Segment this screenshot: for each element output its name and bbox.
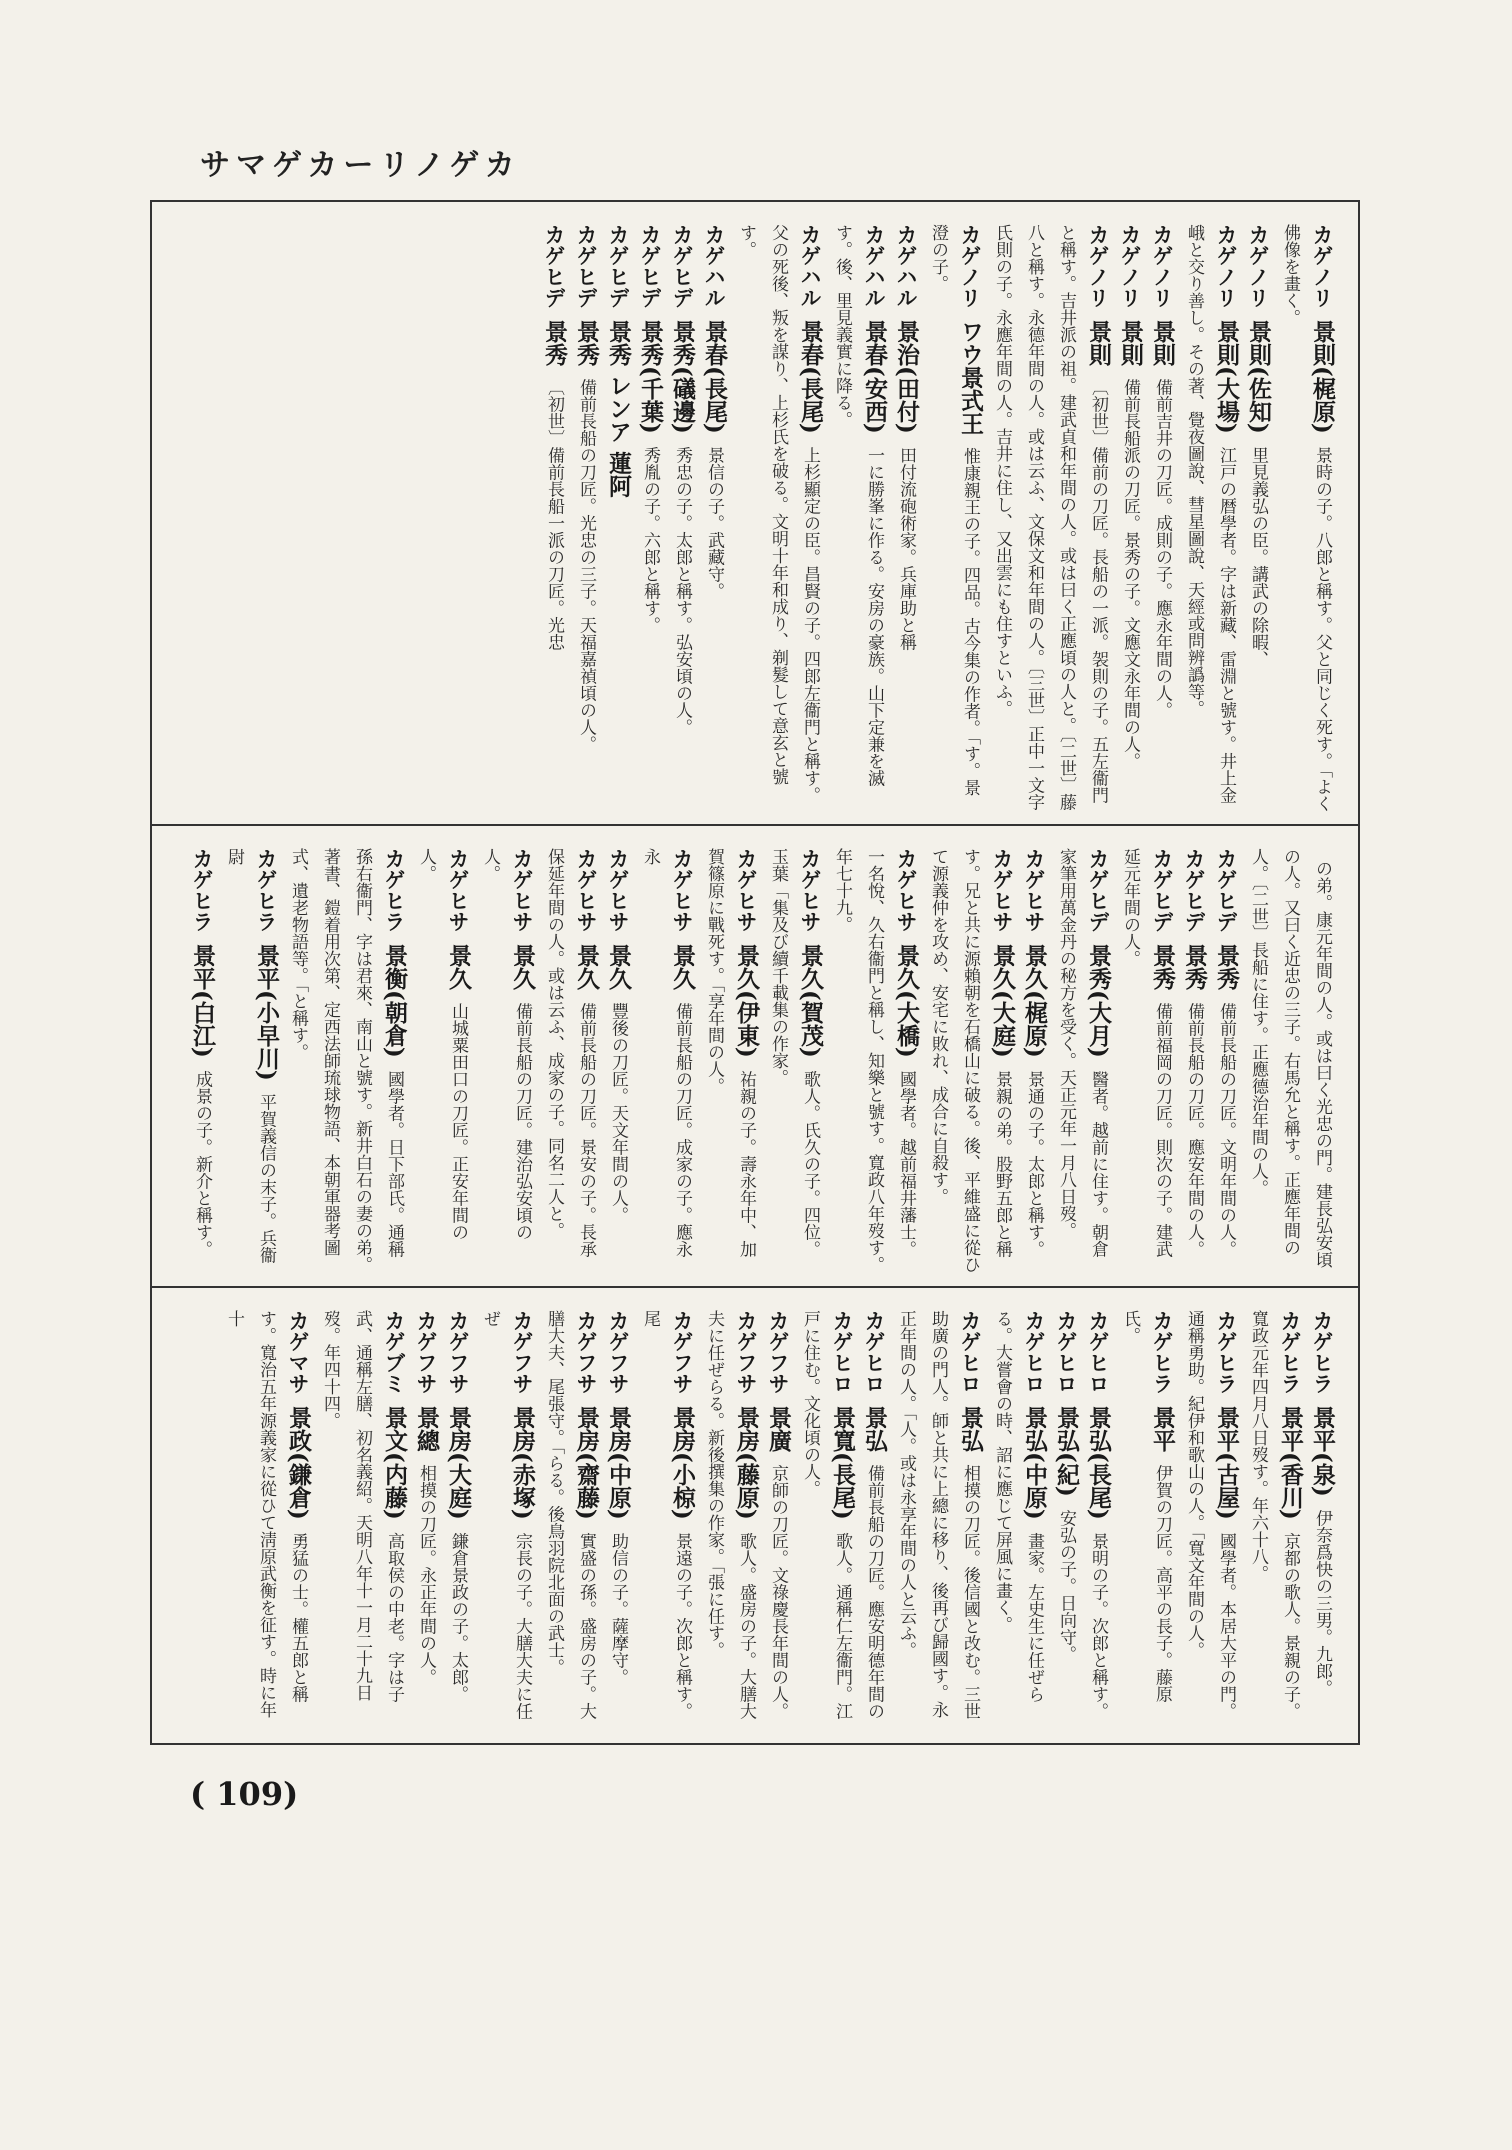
dictionary-entry bbox=[1178, 848, 1210, 1274]
entry-name: 景房(中原) bbox=[605, 1406, 632, 1521]
dictionary-entry bbox=[666, 224, 698, 812]
entry-kana: カゲヒラ bbox=[190, 848, 214, 932]
entry-name: 景平(小早川) bbox=[253, 944, 280, 1082]
dictionary-entry bbox=[314, 1310, 410, 1733]
entry-description: 山城粟田口の刀匠。正安年間の人。 bbox=[416, 848, 468, 1241]
entry-description: 高取侯の中老。字は子武、通稱左膳、初名義紹。天明八年十一月二十九日歿。年四十四。 bbox=[320, 1310, 404, 1703]
entry-name: 景房(齋藤) bbox=[573, 1406, 600, 1521]
entry-name: 景弘(中原) bbox=[1021, 1406, 1048, 1521]
entry-description: 備前長船の刀匠。應安明德年間の bbox=[864, 1464, 884, 1720]
entry-name: 景秀 bbox=[1213, 944, 1240, 991]
entry-kana: カゲノリ bbox=[958, 224, 982, 308]
entry-kana: カゲフサ bbox=[510, 1310, 534, 1394]
entry-description: 景信の子。武藏守。 bbox=[704, 446, 724, 600]
entry-name: 景治(田付) bbox=[893, 320, 920, 435]
entry-name: 景久 bbox=[509, 944, 536, 991]
entry-kana: カゲノリ bbox=[1150, 224, 1174, 308]
dictionary-entry bbox=[1242, 1310, 1306, 1733]
dictionary-entry bbox=[826, 224, 890, 812]
entry-description: 京師の刀匠。文祿慶長年間の人。 bbox=[768, 1464, 788, 1720]
entry-kana: カゲヒロ bbox=[1022, 1310, 1046, 1394]
entry-kana: カゲハル bbox=[798, 224, 822, 308]
dictionary-entry bbox=[602, 224, 634, 812]
entry-kana: カゲヒラ bbox=[1214, 1310, 1238, 1394]
dictionary-entry bbox=[698, 1310, 762, 1733]
entry-name: ワウ景式王 bbox=[957, 320, 984, 436]
entry-description: 景時の子。八郎と稱す。父と同じく死す。「よく佛像を畫く。 bbox=[1280, 224, 1332, 812]
entry-description: 京都の歌人。景親の子。寬政元年四月八日歿す。年六十八。 bbox=[1248, 1310, 1300, 1720]
entry-description: 助信の子。薩摩守。 bbox=[608, 1532, 628, 1686]
entry-description: 江戸の暦學者。字は新藏、雷淵と號す。井上金峨と交り善し。その著、覺夜圖說、彗星圖說、天經或問辨譌等。 bbox=[1184, 224, 1236, 804]
dictionary-entry bbox=[538, 224, 570, 812]
entry-name: 景久(大橋) bbox=[893, 944, 920, 1059]
dictionary-entry bbox=[762, 1310, 794, 1733]
entry-kana: カゲハル bbox=[862, 224, 886, 308]
dictionary-entry bbox=[1274, 224, 1338, 812]
entry-description: 一に勝峯に作る。安房の豪族。山下定兼を滅す。後、里見義實に降る。 bbox=[832, 224, 884, 787]
entry-description: 田付流砲術家。兵庫助と稱 bbox=[896, 446, 916, 651]
dictionary-entry bbox=[634, 1310, 698, 1733]
entry-description: 畫家。左史生に任ぜらる。大嘗會の時、詔に應じて屏風に畫く。 bbox=[992, 1310, 1044, 1703]
entry-description: 備前長船の刀匠。景安の子。長承保延年間の人。或は云ふ、成家の子。同名二人と。 bbox=[544, 848, 596, 1258]
entry-description: 實盛の孫。盛房の子。大膳大夫、尾張守。「らる。後鳥羽院北面の武士。 bbox=[544, 1310, 596, 1720]
dictionary-entry bbox=[1114, 224, 1146, 812]
entry-description: 國學者。越前福井藩士。一名悅、久右衞門と稱し、知樂と號す。寬政八年歿す。年七十九。 bbox=[832, 848, 916, 1273]
entry-description: 鎌倉景政の子。太郎。 bbox=[448, 1532, 468, 1703]
dictionary-entry bbox=[1050, 848, 1114, 1274]
section-middle bbox=[152, 824, 1358, 1284]
entry-description: 景遠の子。次郎と稱す。尾 bbox=[640, 1310, 692, 1720]
entry-description: 里見義弘の臣。講武の除暇、 bbox=[1248, 446, 1268, 668]
entry-name: 景秀 bbox=[541, 320, 568, 367]
entry-kana: カゲヒラ bbox=[1150, 1310, 1174, 1394]
entry-description: 歌人。氏久の子。四位。玉葉「集及び續千載集の作家。 bbox=[768, 848, 820, 1258]
entry-description: 景通の子。太郎と稱す。 bbox=[1024, 1070, 1044, 1258]
entry-description: 國學者。本居大平の門。通稱勇助。紀伊和歌山の人。「寬文年間の人。 bbox=[1184, 1310, 1236, 1720]
entry-description: 醫者。越前に住す。朝倉家筆用萬金丹の秘方を受く。天正元年一月八日歿。 bbox=[1056, 848, 1108, 1258]
entries-column bbox=[172, 224, 1338, 812]
entry-kana: カゲヒサ bbox=[574, 848, 598, 932]
entry-kana: カゲヒサ bbox=[606, 848, 630, 932]
entry-kana: カゲヒサ bbox=[798, 848, 822, 932]
entry-description: の弟。康元年間の人。或は曰く光忠の門。建長弘安頃の人。又曰く近忠の三子。右馬允と稱す。正應年間の人。〔二世〕長船に住す。正應德治年間の人。 bbox=[1248, 848, 1332, 1268]
entry-description: 秀胤の子。六郎と稱す。 bbox=[640, 446, 660, 634]
entry-kana: カゲノリ bbox=[1246, 224, 1270, 308]
entry-description: 備前福岡の刀匠。則次の子。建武延元年間の人。 bbox=[1120, 848, 1172, 1258]
entry-kana: カゲヒデ bbox=[1182, 848, 1206, 932]
entry-description: 平賀義信の末子。兵衞尉 bbox=[224, 848, 276, 1264]
entry-kana: カゲマサ bbox=[286, 1310, 310, 1394]
dictionary-entry bbox=[698, 848, 762, 1274]
entry-kana: カゲヒロ bbox=[830, 1310, 854, 1394]
entry-kana: カゲヒサ bbox=[670, 848, 694, 932]
entry-name: 景秀 bbox=[573, 320, 600, 367]
entry-kana: カゲフサ bbox=[606, 1310, 630, 1394]
dictionary-entry bbox=[698, 224, 730, 812]
dictionary-entry bbox=[570, 224, 602, 812]
dictionary-entry bbox=[1178, 1310, 1242, 1733]
entry-name: 景衡(朝倉) bbox=[381, 944, 408, 1059]
entry-name: 景久 bbox=[669, 944, 696, 991]
entry-kana: カゲヒサ bbox=[990, 848, 1014, 932]
entry-description: 安弘の子。日向守。 bbox=[1056, 1509, 1076, 1663]
entry-kana: カゲヒデ bbox=[1214, 848, 1238, 932]
dictionary-entry bbox=[858, 1310, 890, 1733]
entry-name: 景秀 レンア 蓮阿 bbox=[605, 320, 632, 498]
entry-name: 景平(白江) bbox=[189, 944, 216, 1059]
entry-kana: カゲヒサ bbox=[510, 848, 534, 932]
entry-kana: カゲヒデ bbox=[638, 224, 662, 308]
entry-description: 備前長船の刀匠。光忠の三子。天福嘉禎頃の人。 bbox=[576, 378, 596, 753]
entry-kana: カゲフサ bbox=[414, 1310, 438, 1394]
dictionary-entry bbox=[1146, 224, 1178, 812]
entry-description: 伊奈爲快の三男。九郎。 bbox=[1312, 1509, 1332, 1697]
entry-name: 景則 bbox=[1117, 320, 1144, 367]
dictionary-entry bbox=[538, 848, 602, 1274]
entry-name: 景則 bbox=[1085, 320, 1112, 367]
dictionary-entry bbox=[602, 848, 634, 1274]
entry-name: 景寬(長尾) bbox=[829, 1406, 856, 1521]
entry-name: 景弘(長尾) bbox=[1085, 1406, 1112, 1521]
entry-description: 伊賀の刀匠。高平の長子。藤原氏。 bbox=[1120, 1310, 1172, 1703]
entry-kana: カゲヒサ bbox=[446, 848, 470, 932]
entry-name: 景房(赤塚) bbox=[509, 1406, 536, 1521]
entry-description: 備前吉井の刀匠。成則の子。應永年間の人。 bbox=[1152, 378, 1172, 719]
entry-name: 景則(大場) bbox=[1213, 320, 1240, 435]
entry-kana: カゲヒデ bbox=[606, 224, 630, 308]
entry-kana: カゲヒロ bbox=[958, 1310, 982, 1394]
dictionary-entry bbox=[186, 848, 218, 1274]
dictionary-entry bbox=[474, 848, 538, 1274]
entry-description: 備前長船の刀匠。應安年間の人。 bbox=[1184, 1002, 1204, 1258]
entry-kana: カゲフサ bbox=[670, 1310, 694, 1394]
entry-kana: カゲヒロ bbox=[1054, 1310, 1078, 1394]
entry-kana: カゲヒラ bbox=[1278, 1310, 1302, 1394]
entry-kana: カゲヒロ bbox=[1086, 1310, 1110, 1394]
dictionary-entry bbox=[218, 1310, 314, 1733]
entry-kana: カゲノリ bbox=[1118, 224, 1142, 308]
entry-description: 相摸の刀匠。後信國と改む。三世助廣の門人。師と共に上總に移り、後再び歸國す。永正年間の人。「人。或は永享年間の人と云ふ。 bbox=[896, 1310, 980, 1720]
entry-description: 相摸の刀匠。永正年間の人。 bbox=[416, 1464, 436, 1686]
entry-kana: カゲブミ bbox=[382, 1310, 406, 1394]
entry-name: 景秀(礒邊) bbox=[669, 320, 696, 435]
entry-description: 惟康親王の子。四品。古今集の作者。「す。景澄の子。 bbox=[928, 224, 980, 797]
dictionary-entry bbox=[1242, 224, 1274, 812]
entry-kana: カゲヒデ bbox=[574, 224, 598, 308]
entry-kana: カゲヒサ bbox=[894, 848, 918, 932]
entry-kana: カゲヒデ bbox=[1086, 848, 1110, 932]
entry-kana: カゲヒデ bbox=[1150, 848, 1174, 932]
entry-kana: カゲフサ bbox=[574, 1310, 598, 1394]
entry-kana: カゲヒラ bbox=[1310, 1310, 1334, 1394]
section-top bbox=[152, 202, 1358, 822]
entry-kana: カゲヒラ bbox=[382, 848, 406, 932]
dictionary-entry bbox=[1050, 1310, 1082, 1733]
entry-name: 景秀(大月) bbox=[1085, 944, 1112, 1059]
dictionary-entry bbox=[282, 848, 410, 1274]
entry-description: 秀忠の子。太郎と稱す。弘安頃の人。 bbox=[672, 446, 692, 736]
entry-name: 景弘 bbox=[861, 1406, 888, 1453]
entry-name: 景久(梶原) bbox=[1021, 944, 1048, 1059]
entry-description: 歌人。盛房の子。大膳大夫に任ぜらる。新後撰集の作家。「張に任す。 bbox=[704, 1310, 756, 1720]
page-number: ( 109) bbox=[190, 1775, 299, 1813]
entry-description: 〔初世〕備前長船一派の刀匠。光忠 bbox=[544, 378, 564, 651]
entry-kana: カゲハル bbox=[894, 224, 918, 308]
entry-name: 景平(古屋) bbox=[1213, 1406, 1240, 1521]
entry-name: 景久 bbox=[605, 944, 632, 991]
entry-name: 景春(長尾) bbox=[701, 320, 728, 435]
dictionary-entry bbox=[1114, 848, 1178, 1274]
entries-column bbox=[172, 1310, 1338, 1733]
entry-name: 景久(賀茂) bbox=[797, 944, 824, 1059]
entry-name: 景平(泉) bbox=[1309, 1406, 1336, 1498]
entry-name: 景總 bbox=[413, 1406, 440, 1453]
dictionary-entry bbox=[730, 224, 826, 812]
entry-description: 歌人。通稱仁左衞門。江戸に住む。文化頃の人。 bbox=[800, 1310, 852, 1720]
entry-name: 景弘 bbox=[957, 1406, 984, 1453]
dictionary-entry bbox=[922, 848, 1018, 1274]
entry-kana: カゲヒラ bbox=[254, 848, 278, 932]
entry-kana: カゲヒデ bbox=[542, 224, 566, 308]
dictionary-entry bbox=[794, 1310, 858, 1733]
dictionary-entry bbox=[986, 224, 1114, 812]
entry-name: 景秀(千葉) bbox=[637, 320, 664, 435]
entry-description: 勇猛の士。權五郎と稱す。寬治五年源義家に從ひて淸原武衡を征す。時に年十 bbox=[224, 1310, 308, 1718]
entry-name: 景弘(紀) bbox=[1053, 1406, 1080, 1498]
entry-kana: カゲヒロ bbox=[862, 1310, 886, 1394]
entry-name: 景秀 bbox=[1149, 944, 1176, 991]
dictionary-entry bbox=[410, 848, 474, 1274]
dictionary-entry bbox=[1018, 848, 1050, 1274]
entry-name: 景則 bbox=[1149, 320, 1176, 367]
dictionary-entry bbox=[922, 224, 986, 812]
dictionary-entry bbox=[218, 848, 282, 1274]
entry-description: 〔初世〕備前の刀匠。長船の一派。袈則の子。五左衞門と稱す。吉井派の祖。建武貞和年間の人。或は曰く正應頃の人と。〔二世〕藤八と稱す。永德年間の人。或は云ふ、文保文和年間の人。〔三世〕正中一文字氏則の子。永應年間の人。吉井に住し、又出雲にも住すといふ。 bbox=[992, 224, 1108, 811]
entry-kana: カゲフサ bbox=[734, 1310, 758, 1394]
dictionary-entry bbox=[890, 1310, 986, 1733]
dictionary-entry bbox=[634, 848, 698, 1274]
entry-name: 景房(藤原) bbox=[733, 1406, 760, 1521]
entry-kana: カゲノリ bbox=[1214, 224, 1238, 308]
dictionary-entry bbox=[1178, 224, 1242, 812]
entry-name: 景則(佐知) bbox=[1245, 320, 1272, 435]
entry-description: 景明の子。次郎と稱す。 bbox=[1088, 1532, 1108, 1720]
entry-description: 備前長船の刀匠。文明年間の人。 bbox=[1216, 1002, 1236, 1258]
entry-description: 上杉顯定の臣。昌賢の子。四郎左衞門と稱す。父の死後、叛を謀り、上杉氏を破る。文明十年和成り、剃髮して意玄と號す。 bbox=[736, 224, 820, 804]
entry-name: 景久(伊東) bbox=[733, 944, 760, 1059]
entry-name: 景久 bbox=[573, 944, 600, 991]
dictionary-entry bbox=[602, 1310, 634, 1733]
entry-name: 景則(梶原) bbox=[1309, 320, 1336, 435]
section-bottom bbox=[152, 1286, 1358, 1743]
entry-name: 景春(安西) bbox=[861, 320, 888, 435]
entry-name: 景久(大庭) bbox=[989, 944, 1016, 1059]
dictionary-entry bbox=[634, 224, 666, 812]
entry-kana: カゲフサ bbox=[446, 1310, 470, 1394]
entry-kana: カゲノリ bbox=[1086, 224, 1110, 308]
entry-name: 景平(香川) bbox=[1277, 1406, 1304, 1521]
dictionary-entry bbox=[442, 1310, 474, 1733]
dictionary-entry bbox=[762, 848, 826, 1274]
entry-description: 景親の弟。股野五郎と稱す。兄と共に源賴朝を石橋山に破る。後、平維盛に從ひて源義仲を攻め、安宅に敗れ、成合に自殺す。 bbox=[928, 848, 1012, 1273]
entry-kana: カゲヒデ bbox=[670, 224, 694, 308]
entry-name: 景久 bbox=[445, 944, 472, 991]
entry-description: 備前長船の刀匠。成家の子。應永永 bbox=[640, 848, 692, 1258]
running-head: サマゲカーリノゲカ bbox=[200, 148, 521, 183]
dictionary-entry bbox=[1114, 1310, 1178, 1733]
dictionary-entry bbox=[1210, 848, 1242, 1274]
dictionary-entry bbox=[474, 1310, 538, 1733]
entry-kana: カゲフサ bbox=[766, 1310, 790, 1394]
entry-kana: カゲヒサ bbox=[1022, 848, 1046, 932]
entry-description: 國學者。日下部氏。通稱孫右衞門、字は君來、南山と號す。新井白石の妻の弟。著書、鎧着用次第、定西法師琉球物語、本朝軍器考圖式、遺老物語等。「と稱す。 bbox=[288, 848, 404, 1273]
dictionary-entry bbox=[1242, 848, 1338, 1274]
dictionary-entry bbox=[826, 848, 922, 1274]
page-frame bbox=[150, 200, 1360, 1745]
entry-description: 宗長の子。大膳大夫に任ぜ bbox=[480, 1310, 532, 1720]
entry-name: 景秀 bbox=[1181, 944, 1208, 991]
entry-name: 景平 bbox=[1149, 1406, 1176, 1453]
entry-name: 景春(長尾) bbox=[797, 320, 824, 435]
entries-column bbox=[172, 848, 1338, 1274]
entry-name: 景文(内藤) bbox=[381, 1406, 408, 1521]
entry-description: 豐後の刀匠。天文年間の人。 bbox=[608, 1002, 628, 1224]
entry-name: 景房(小椋) bbox=[669, 1406, 696, 1521]
entry-name: 景廣 bbox=[765, 1406, 792, 1453]
entry-description: 備前長船派の刀匠。景秀の子。文應文永年間の人。 bbox=[1120, 378, 1140, 770]
dictionary-entry bbox=[890, 224, 922, 812]
entry-name: 景房(大庭) bbox=[445, 1406, 472, 1521]
entry-description: 備前長船の刀匠。建治弘安頃の人。 bbox=[480, 848, 532, 1241]
dictionary-entry bbox=[538, 1310, 602, 1733]
entry-description: 祐親の子。壽永年中、加賀篠原に戰死す。「享年間の人。 bbox=[704, 848, 756, 1258]
entry-description: 成景の子。新介と稱す。 bbox=[192, 1070, 212, 1258]
dictionary-entry bbox=[410, 1310, 442, 1733]
entry-name: 景政(鎌倉) bbox=[285, 1406, 312, 1521]
dictionary-entry bbox=[1306, 1310, 1338, 1733]
dictionary-entry bbox=[986, 1310, 1050, 1733]
entry-kana: カゲヒサ bbox=[734, 848, 758, 932]
entry-kana: カゲハル bbox=[702, 224, 726, 308]
entry-kana: カゲノリ bbox=[1310, 224, 1334, 308]
dictionary-entry bbox=[1082, 1310, 1114, 1733]
